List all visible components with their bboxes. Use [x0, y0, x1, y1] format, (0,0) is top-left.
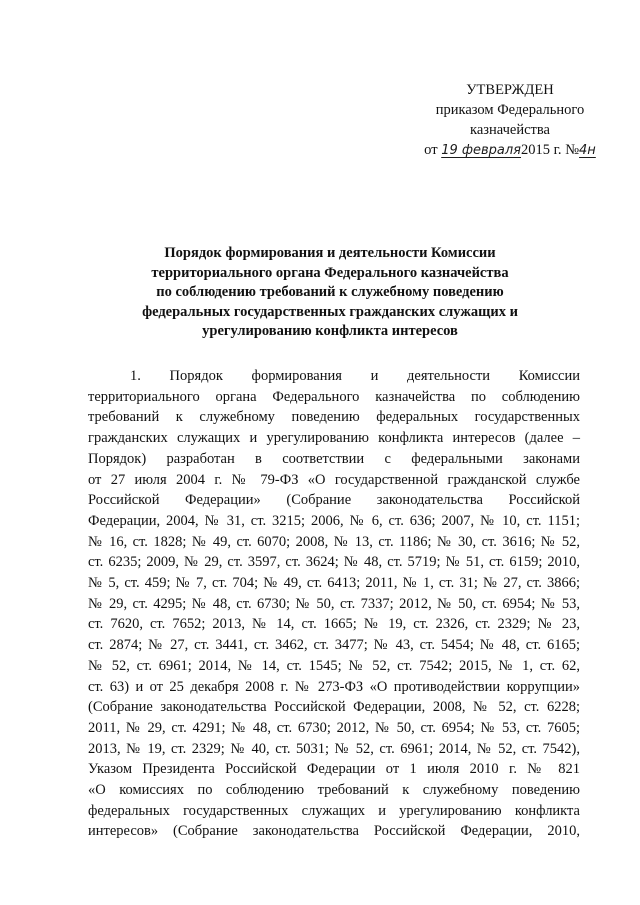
body-line: (Собрание законодательства Российской Федерации, 2008, № 52, ст. 6228;: [88, 699, 580, 716]
title-line: территориального органа Федерального казначейства: [151, 264, 509, 281]
handwritten-number: 4н: [579, 143, 596, 158]
date-year: 2015 г.: [521, 142, 562, 158]
body-line: № 52, ст. 6961; 2014, № 14, ст. 1545; № 52, ст. 7542; 2015, № 1, ст. 62,: [88, 657, 580, 674]
body-line: № 16, ст. 1828; № 49, ст. 6070; 2008, № 13, ст. 1186; № 30, ст. 3616; № 52,: [88, 533, 580, 550]
body-line: интересов» (Собрание законодательства Российской Федерации, 2010,: [88, 823, 580, 840]
title-line: федеральных государственных гражданских служащих и: [142, 303, 518, 320]
body-line: ст. 2874; № 27, ст. 3441, ст. 3462, ст. 3477; № 43, ст. 5454; № 48, ст. 6165;: [88, 637, 580, 654]
body-line: гражданских служащих и урегулированию конфликта интересов (далее –: [88, 430, 580, 447]
body-line: от 27 июля 2004 г. № 79-ФЗ «О государственной гражданской службе: [88, 471, 580, 488]
approval-stamp: [400, 80, 620, 161]
document-title: [80, 244, 580, 342]
body-line: Федерации, 2004, № 31, ст. 3215; 2006, № 6, ст. 636; 2007, № 10, ст. 1151;: [88, 512, 580, 529]
body-line: 1. Порядок формирования и деятельности Комиссии: [130, 368, 580, 384]
body-line: федеральных государственных служащих и урегулированию конфликта: [88, 802, 580, 819]
body-line: Порядок) разработан в соответствии с федеральными законами: [88, 450, 580, 467]
approval-line-2: казначейства: [470, 122, 550, 138]
body-line: ст. 63) и от 25 декабря 2008 г. № 273-ФЗ «О противодействии коррупции»: [88, 678, 580, 695]
body-paragraph: [88, 366, 580, 842]
body-line: № 5, ст. 459; № 7, ст. 704; № 49, ст. 6413; 2011, № 1, ст. 31; № 27, ст. 3866;: [88, 575, 580, 592]
body-line: 2013, № 19, ст. 2329; № 40, ст. 5031; № 52, ст. 6961; 2014, № 52, ст. 7542),: [88, 740, 580, 757]
approval-line-1: приказом Федерального: [435, 102, 585, 118]
body-line: № 29, ст. 4295; № 48, ст. 6730; № 50, ст. 7337; 2012, № 50, ст. 6954; № 53,: [88, 595, 580, 612]
title-line: по соблюдению требований к служебному поведению: [156, 284, 504, 301]
body-line: Российской Федерации» (Собрание законодательства Российской: [88, 492, 580, 509]
body-line: «О комиссиях по соблюдению требований к служебному поведению: [88, 782, 580, 799]
body-line: 2011, № 29, ст. 4291; № 48, ст. 6730; 2012, № 50, ст. 6954; № 53, ст. 7605;: [88, 719, 580, 736]
number-label: №: [565, 142, 580, 158]
body-line: требований к служебному поведению федеральных государственных: [88, 409, 580, 426]
body-line: Указом Президента Российской Федерации от 1 июля 2010 г. № 821: [88, 761, 580, 778]
body-line: ст. 7620, ст. 7652; 2013, № 14, ст. 1665; № 19, ст. 2326, ст. 2329; № 23,: [88, 616, 580, 633]
title-line: Порядок формирования и деятельности Комиссии: [164, 245, 496, 261]
date-prefix: от: [424, 142, 438, 158]
approval-date-line: [400, 140, 620, 161]
handwritten-date: 19 февраля: [441, 143, 521, 158]
body-line: территориального органа Федерального казначейства по соблюдению: [88, 388, 580, 405]
approval-title: УТВЕРЖДЕН: [466, 82, 554, 98]
body-line: ст. 6235; 2009, № 29, ст. 3597, ст. 3624; № 48, ст. 5719; № 51, ст. 6159; 2010,: [88, 554, 580, 571]
title-line: урегулированию конфликта интересов: [202, 323, 458, 340]
